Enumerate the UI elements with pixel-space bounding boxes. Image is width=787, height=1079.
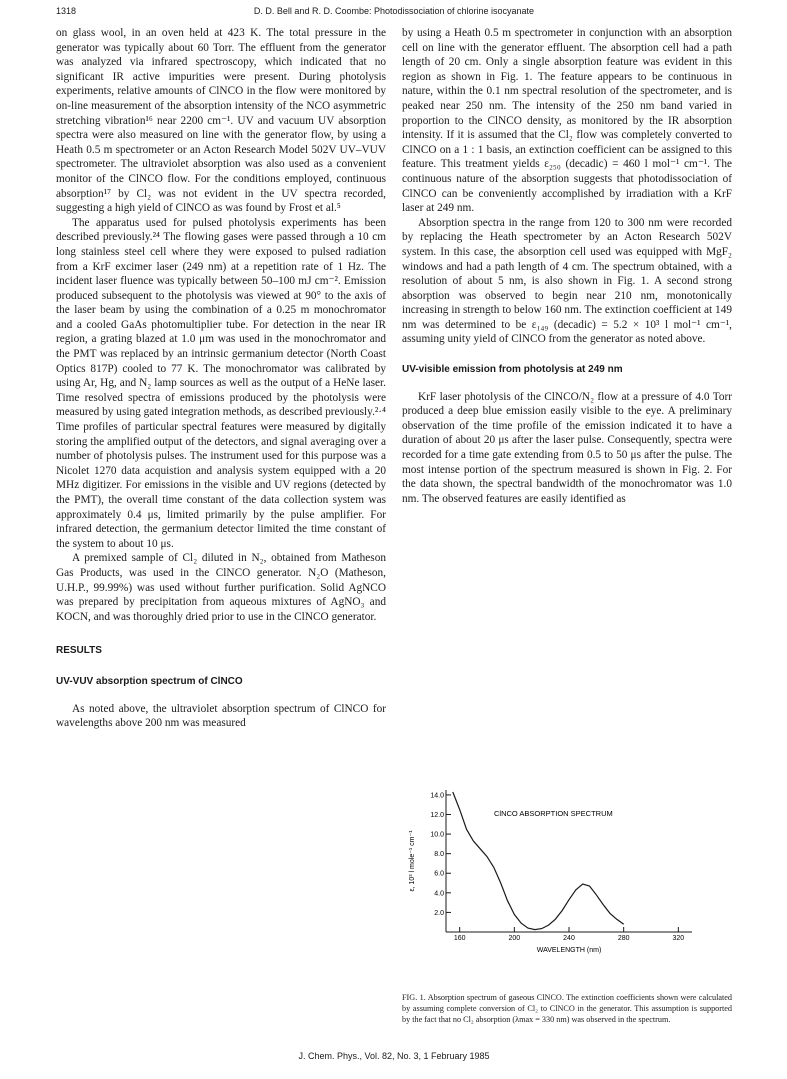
left-column <box>56 26 386 731</box>
subsection-heading-uv-vuv: UV-VUV absorption spectrum of ClNCO <box>56 675 243 687</box>
paragraph: Absorption spectra in the range from 120 to 300 nm were recorded by replacing the Heath spectrometer by an Acton Research 502V system. In this case, the absorption cell used was equipped with MgF₂ windows and had a path length of 4 cm. The spectrum obtained, with a resolution of about 5 nm, is also shown in Fig. 1. A second strong absorption was observed to begin near 210 nm, monotonically increasing in strength to below 160 nm. The extinction coefficient at 149 nm was determined to be ε₁₄₉ (decadic) = 5.2 × 10³ l mol⁻¹ cm⁻¹, assuming unity yield of ClNCO from the generator as noted above. <box>402 216 732 346</box>
y-tick-label: 10.0 <box>430 831 444 839</box>
paragraph: As noted above, the ultraviolet absorption spectrum of ClNCO for wavelengths above 200 nm was measured <box>56 702 386 730</box>
absorption-spectrum-chart <box>402 776 732 986</box>
y-tick-label: 4.0 <box>434 890 444 898</box>
paragraph: A premixed sample of Cl₂ diluted in N₂, obtained from Matheson Gas Products, was used in the ClNCO generator. N₂O (Matheson, U.H.P., 99.99%) was used without further purification. Solid AgNCO was prepared by precipitation from aqueous mixtures of AgNO₃ and KOCN, and was thoroughly dried prior to use in the ClNCO generator. <box>56 552 386 623</box>
section-heading-results: RESULTS <box>56 645 102 657</box>
y-tick-label: 14.0 <box>430 792 444 800</box>
y-axis-label: ε, 10³ l mole⁻¹ cm⁻¹ <box>409 830 416 892</box>
running-title: D. D. Bell and R. D. Coombe: Photodissociation of chlorine isocyanate <box>253 6 535 16</box>
x-tick-label: 320 <box>672 935 685 942</box>
x-tick-label: 280 <box>617 935 630 942</box>
paragraph: The apparatus used for pulsed photolysis experiments has been described previously.²⁴ The flowing gases were passed through a 10 cm long stainless steel cell where they were exposed to pulsed radiation from a KrF excimer laser (249 nm) at a repetition rate of 1 Hz. The incident laser fluence was typically between 50–100 mJ cm⁻². Emission produced subsequent to the photolysis was viewed at 90° to the axis of the laser beam by using the combination of a 0.25 m monochromator and a cooled GaAs photomultiplier tube. For detection in the near IR region, a grating blazed at 1.0 μm was used in the monochromator and the PMT was replaced by an intrinsic germanium detector (North Coast Optics 817P) cooled to 77 K. The monochromator was calibrated by using Ar, Hg, and N₂ lamp sources as well as the output of a HeNe laser. Time resolved spectra of emissions produced by the photolysis were measured by using gated integration methods, as described previously.²·⁴ Time profiles of particular spectral features were measured by digitally storing the amplified output of the detectors, and signal averaging over a number of photolysis pulses. The instrument used for this purpose was a Nicolet 1270 data acquistion and analysis system equipped with a 20 MHz digitizer. For emissions in the visible and UV regions (detected by the PMT), the overall time constant of the data collection system was approximately 0.4 μs, limited primarily by the pulse amplifier. For infrared detection, the germanium detector limited the time constant of the system to about 10 μs. <box>56 216 386 550</box>
x-tick-label: 160 <box>453 935 466 942</box>
x-tick-label: 200 <box>508 935 521 942</box>
y-tick-label: 12.0 <box>430 811 444 819</box>
y-tick-label: 8.0 <box>434 851 444 859</box>
figure-caption: FIG. 1. Absorption spectrum of gaseous ClNCO. The extinction coefficients shown were calculated by assuming complete conversion of Cl₂ to ClNCO in the generator. This assumption is supported by the fact that no Cl₂ absorption (λmax = 330 nm) was observed in the spectrum. <box>402 993 732 1024</box>
paragraph: KrF laser photolysis of the ClNCO/N₂ flow at a pressure of 4.0 Torr produced a deep blue emission easily visible to the eye. A preliminary observation of the time profile of the emission indicated it to have a duration of about 20 μs after the laser pulse. Consequently, spectra were recorded for a time gate extending from 0.5 to 50 μs after the pulse. The most intense portion of the spectrum measured is shown in Fig. 2. For the data shown, the spectral bandwidth of the monochromator was 1.0 nm. The observed features are easily identified as <box>402 390 732 505</box>
figure-1 <box>402 776 732 991</box>
x-tick-label: 240 <box>563 935 575 942</box>
subsection-heading-uv-visible: UV-visible emission from photolysis at 249 nm <box>402 364 623 376</box>
y-tick-label: 2.0 <box>434 909 444 917</box>
x-axis-label: WAVELENGTH (nm) <box>536 947 602 954</box>
y-tick-label: 6.0 <box>434 870 444 878</box>
page-number: 1318 <box>56 6 77 16</box>
page-footer: J. Chem. Phys., Vol. 82, No. 3, 1 February 1985 <box>298 1051 490 1061</box>
paragraph: on glass wool, in an oven held at 423 K. The total pressure in the generator was typically about 60 Torr. The effluent from the generator was analyzed via infrared spectroscopy, which indicated that no significant IR active impurities were present. During photolysis experiments, relative amounts of ClNCO in the flow were monitored by on-line measurement of the absorption intensity of the NCO asymmetric stretching vibration¹⁶ near 2200 cm⁻¹. UV and vacuum UV absorption spectra were also measured on line with the generator flow, by using a Heath 0.5 m spectrometer or an Acton Research Model 502V UV–VUV spectrometer. The ultraviolet absorption was also used as a convenient monitor of the ClNCO flow. For the conditions employed, continuous absorption¹⁷ by Cl₂ was not evident in the UV spectra recorded, suggesting a high yield of ClNCO as was found by Frost et al.⁵ <box>56 27 386 215</box>
chart-title: ClNCO ABSORPTION SPECTRUM <box>494 809 613 818</box>
paragraph: by using a Heath 0.5 m spectrometer in conjunction with an absorption cell on line with the generator effluent. The absorption cell had a path length of 20 cm. Only a single absorption feature was evident in this region as shown in Fig. 1. The feature appears to be continuous in nature, within the 0.1 nm spectral resolution of the spectrometer, and is peaked near 250 nm. The intensity of the 250 nm band varied in proportion to the ClNCO density, as monitored by the IR absorption intensity. If it is assumed that the Cl₂ flow was completely converted to ClNCO on a 1 : 1 basis, an extinction coefficient can be assigned to this feature. This treatment yields ε₂₅₀ (decadic) = 460 l mol⁻¹ cm⁻¹. The continuous nature of the absorption suggests that photodissociation of ClNCO can be conveniently accomplished by irradiation with a KrF laser at 249 nm. <box>402 27 732 215</box>
right-column <box>402 26 732 506</box>
